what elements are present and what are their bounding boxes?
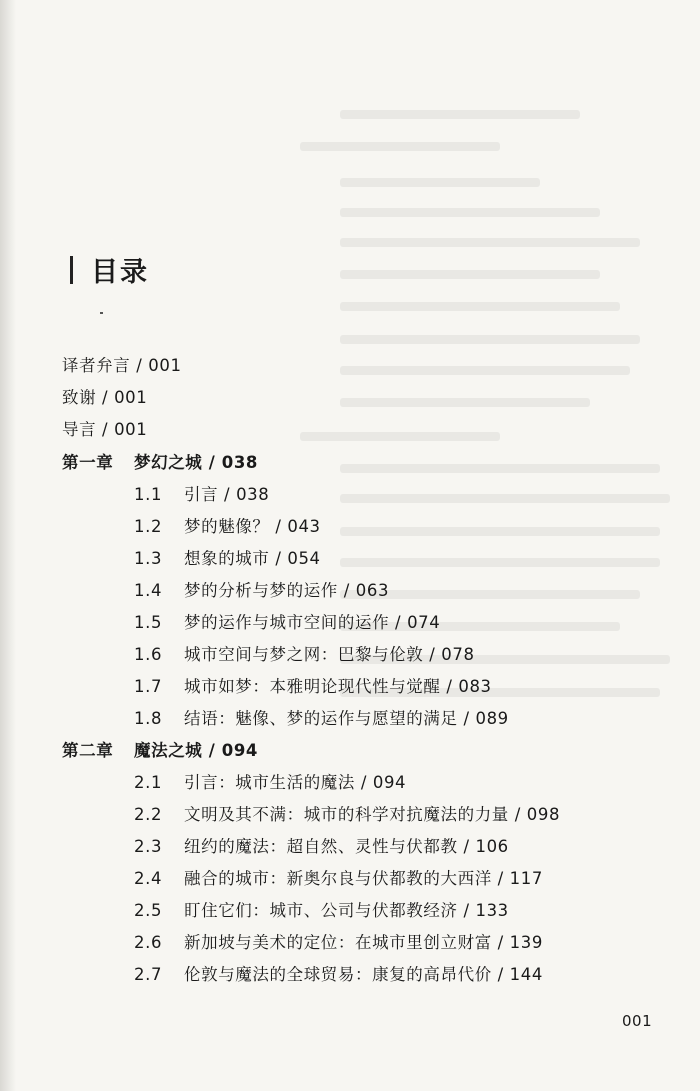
entry-title: 致谢 (62, 388, 97, 407)
toc-section-2-6[interactable] (134, 929, 543, 953)
toc-section-2-2[interactable] (134, 801, 560, 825)
toc-entry-acknowledgements[interactable] (62, 384, 147, 408)
toc-section-2-7[interactable] (134, 961, 543, 985)
page-gutter-shadow (0, 0, 16, 1091)
section-title: 结语：魅像、梦的运作与愿望的满足 (184, 709, 458, 728)
section-number: 1.6 (134, 645, 163, 664)
entry-separator: / (355, 773, 373, 792)
toc-section-1-3[interactable] (134, 545, 321, 569)
entry-title: 译者弁言 (62, 356, 131, 375)
section-title: 纽约的魔法：超自然、灵性与伏都教 (184, 837, 458, 856)
section-title: 伦敦与魔法的全球贸易：康复的高昂代价 (184, 965, 492, 984)
section-title: 盯住它们：城市、公司与伏都教经济 (184, 901, 458, 920)
section-number: 1.3 (134, 549, 163, 568)
entry-separator: / (508, 805, 527, 824)
entry-page: 139 (509, 933, 543, 952)
section-number: 1.5 (134, 613, 163, 632)
toc-section-1-7[interactable] (134, 673, 492, 697)
entry-separator: / (440, 677, 459, 696)
toc-section-2-4[interactable] (134, 865, 543, 889)
section-title: 梦的分析与梦的运作 (184, 581, 338, 600)
entry-page: 133 (475, 901, 509, 920)
toc-section-1-4[interactable] (134, 577, 389, 601)
entry-page: 098 (526, 805, 561, 824)
section-title: 新加坡与美术的定位：在城市里创立财富 (184, 933, 492, 952)
section-number: 1.8 (134, 709, 163, 728)
entry-page: 078 (441, 645, 475, 664)
entry-separator: / (457, 709, 476, 728)
ink-dot (100, 312, 103, 314)
entry-page: 106 (475, 837, 509, 856)
section-number: 2.1 (134, 773, 163, 792)
entry-page: 074 (407, 613, 441, 632)
entry-separator: / (337, 581, 356, 600)
entry-separator: / (96, 388, 115, 407)
toc-section-1-6[interactable] (134, 641, 475, 665)
section-title: 城市如梦：本雅明论现代性与觉醒 (184, 677, 441, 696)
section-number: 1.7 (134, 677, 163, 696)
toc-section-2-1[interactable] (134, 769, 406, 793)
toc-section-1-1[interactable] (134, 481, 269, 505)
entry-separator: / (457, 901, 476, 920)
section-title: 梦的运作与城市空间的运作 (184, 613, 390, 632)
toc-section-2-5[interactable] (134, 897, 509, 921)
entry-separator: / (202, 453, 222, 472)
entry-page: 063 (355, 581, 390, 600)
page-title: 目录 (91, 257, 149, 288)
entry-separator: / (218, 485, 237, 504)
entry-page: 001 (114, 388, 148, 407)
section-number: 1.4 (134, 581, 163, 600)
toc-section-1-5[interactable] (134, 609, 440, 633)
entry-separator: / (269, 549, 288, 568)
section-title: 引言：城市生活的魔法 (184, 773, 355, 792)
entry-page: 054 (287, 549, 321, 568)
section-number: 2.7 (134, 965, 163, 984)
section-title: 城市空间与梦之网：巴黎与伦敦 (184, 645, 424, 664)
entry-separator: / (491, 869, 510, 888)
toc-section-1-8[interactable] (134, 705, 509, 729)
section-number: 2.4 (134, 869, 163, 888)
section-title: 引言 (184, 485, 219, 504)
entry-separator: / (491, 933, 510, 952)
section-title: 融合的城市：新奥尔良与伏都教的大西洋 (184, 869, 492, 888)
section-number: 2.5 (134, 901, 163, 920)
chapter-label: 第二章 (62, 741, 114, 760)
entry-page: 001 (114, 420, 148, 439)
toc-entry-introduction[interactable] (62, 416, 147, 440)
section-title: 文明及其不满：城市的科学对抗魔法的力量 (184, 805, 509, 824)
chapter-title: 梦幻之城 (134, 453, 203, 472)
section-number: 1.2 (134, 517, 163, 536)
entry-page: 089 (475, 709, 509, 728)
entry-page: 038 (221, 453, 258, 472)
toc-chapter-2[interactable] (62, 737, 258, 761)
entry-separator: / (202, 741, 222, 760)
section-title: 想象的城市 (184, 549, 270, 568)
page-number: 001 (622, 1012, 653, 1030)
section-number: 1.1 (134, 485, 163, 504)
entry-page: 117 (509, 869, 543, 888)
entry-page: 043 (287, 517, 321, 536)
chapter-label: 第一章 (62, 453, 114, 472)
toc-heading (70, 250, 149, 289)
entry-separator: / (389, 613, 408, 632)
toc-section-1-2[interactable] (134, 513, 321, 537)
entry-separator: / (457, 837, 476, 856)
entry-separator: / (491, 965, 510, 984)
entry-separator: / (423, 645, 442, 664)
chapter-title: 魔法之城 (134, 741, 203, 760)
entry-page: 144 (509, 965, 543, 984)
section-title: 梦的魅像？ (184, 517, 270, 536)
section-number: 2.6 (134, 933, 163, 952)
entry-page: 083 (458, 677, 492, 696)
entry-page: 001 (148, 356, 182, 375)
entry-separator: / (269, 517, 288, 536)
toc-chapter-1[interactable] (62, 449, 258, 473)
toc-section-2-3[interactable] (134, 833, 509, 857)
entry-page: 038 (236, 485, 270, 504)
entry-separator: / (130, 356, 149, 375)
section-number: 2.2 (134, 805, 163, 824)
toc-entry-preface[interactable] (62, 352, 182, 376)
entry-page: 094 (372, 773, 407, 792)
entry-separator: / (96, 420, 115, 439)
entry-page: 094 (221, 741, 258, 760)
section-number: 2.3 (134, 837, 163, 856)
heading-bar (70, 256, 73, 284)
entry-title: 导言 (62, 420, 97, 439)
